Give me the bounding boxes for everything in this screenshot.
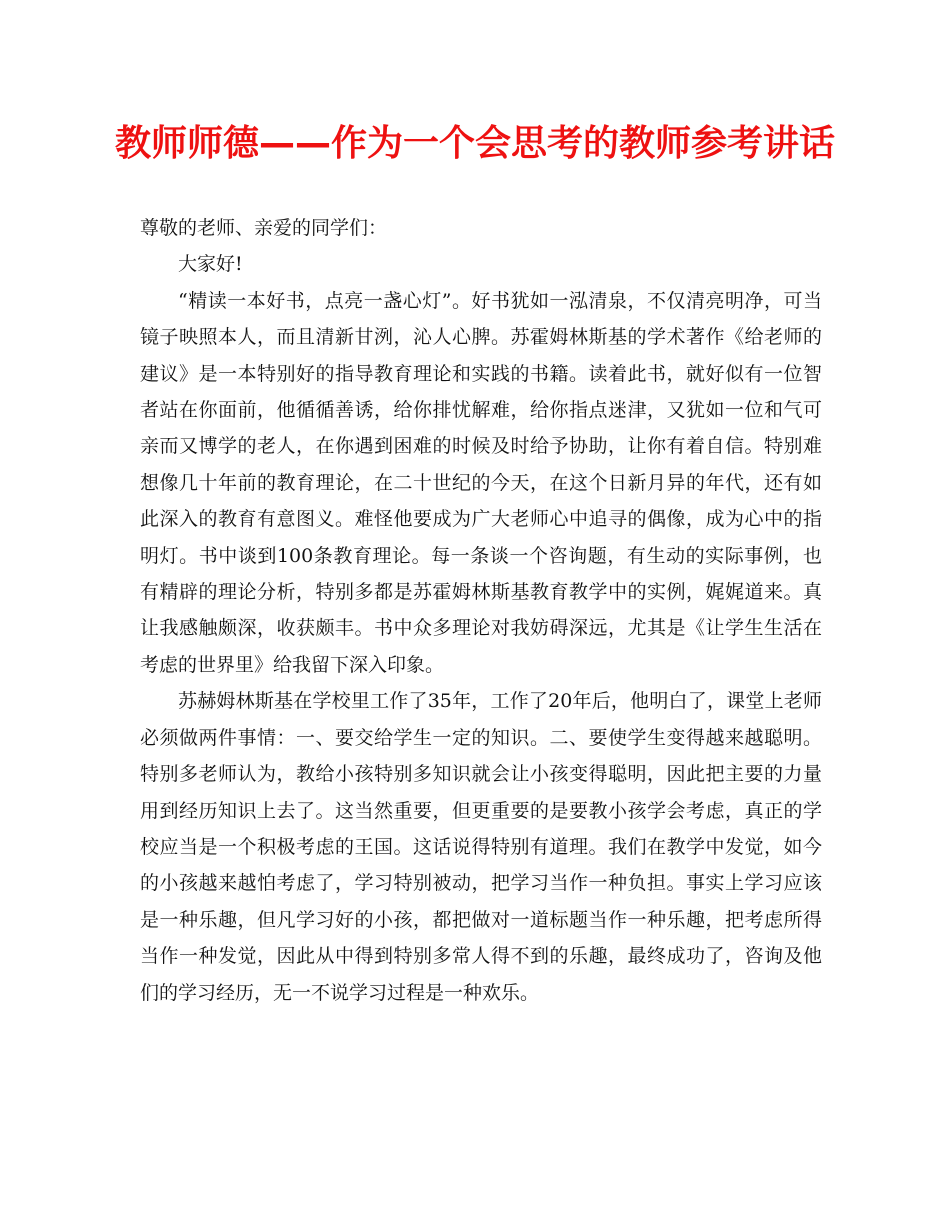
- salutation: 尊敬的老师、亲爱的同学们：: [140, 217, 388, 239]
- paragraph-thinking: 苏赫姆林斯基在学校里工作了35年，工作了20年后，他明白了，课堂上老师必须做两件事情：一、要交给学生一定的知识。二、要使学生变得越来越聪明。特别多老师认为，教给小孩特别多知识就会让小孩变得聪明，因此把主要的力量用到经历知识上去了。这当然重要，但更重要的是要教小孩学会考虑，真正的学校应当是一个积极考虑的王国。这话说得特别有道理。我们在教学中发觉，如今的小孩越来越怕考虑了，学习特别被动，把学习当作一种负担。事实上学习应该是一种乐趣，但凡学习好的小孩，都把做对一道标题当作一种乐趣，把考虑所得当作一种发觉，因此从中得到特别多常人得不到的乐趣，最终成功了，咨询及他们的学习经历，无一不说学习过程是一种欢乐。: [140, 690, 822, 1004]
- paragraph-book-intro: “精读一本好书，点亮一盏心灯”。好书犹如一泓清泉，不仅清亮明净，可当镜子映照本人，而且清新甘洌，沁人心脾。苏霍姆林斯基的学术著作《给老师的建议》是一本特别好的指导教育理论和实践的书籍。读着此书，就好似有一位智者站在你面前，他循循善诱，给你排忧解难，给你指点迷津，又犹如一位和气可亲而又博学的老人，在你遇到困难的时候及时给予协助，让你有着自信。特别难想像几十年前的教育理论，在二十世纪的今天，在这个日新月异的年代，还有如此深入的教育有意图义。难怪他要成为广大老师心中追寻的偶像，成为心中的指明灯。书中谈到100条教育理论。每一条谈一个咨询题，有生动的实际事例，也有精辟的理论分析，特别多都是苏霍姆林斯基教育教学中的实例，娓娓道来。真让我感触颇深，收获颇丰。书中众多理论对我妨碍深远，尤其是《让学生生活在考虑的世界里》给我留下深入印象。: [140, 289, 822, 676]
- document-body: [140, 210, 822, 1011]
- document-title: 教师师德——作为一个会思考的教师参考讲话: [114, 123, 835, 164]
- paragraph-greeting: 大家好!: [178, 253, 243, 276]
